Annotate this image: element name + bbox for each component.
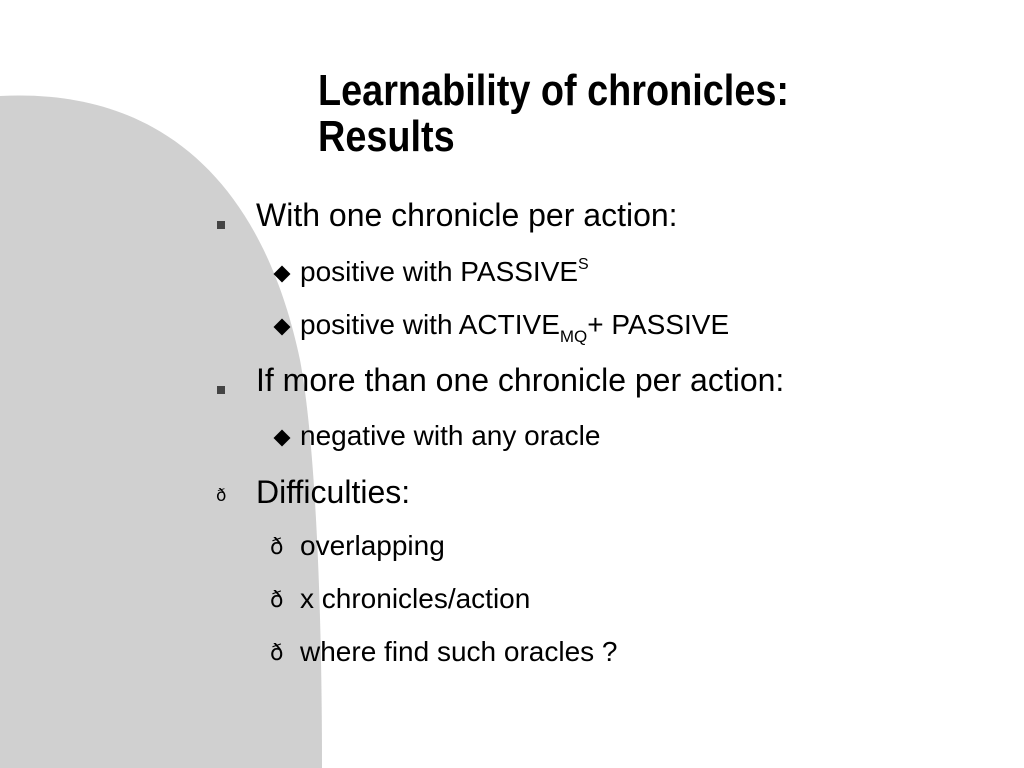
- slashed-bullet-icon: ð: [216, 486, 227, 506]
- superscript-s: S: [578, 256, 589, 273]
- slashed-bullet-icon: ð: [270, 641, 284, 666]
- sub-bullet-x-chronicles: x chronicles/action: [300, 583, 531, 614]
- slashed-bullet-icon: ð: [270, 588, 284, 613]
- square-bullet-icon: [217, 221, 225, 229]
- square-bullet-icon: [217, 386, 225, 394]
- title-line-1: Learnability of chronicles:: [318, 66, 790, 115]
- title-line-2: Results: [318, 112, 455, 161]
- sub-bullet-overlapping: overlapping: [300, 530, 445, 561]
- sub-bullet-passive: positive with $PASSIVE^S$: [300, 256, 589, 287]
- sub-bullet-active: positive with $ACTIVE_{MQ}+$ PASSIVE: [300, 309, 730, 346]
- bullet-one-chronicle: With one chronicle per action:: [256, 197, 678, 233]
- sub-bullet-oracles: where find such oracles ?: [300, 636, 618, 667]
- slide-title: [318, 68, 789, 160]
- slashed-bullet-icon: ð: [270, 535, 284, 560]
- bullet-more-than-one: If more than one chronicle per action:: [256, 362, 785, 398]
- bullet-difficulties: Difficulties:: [256, 474, 411, 510]
- subscript-mq: MQ: [559, 327, 588, 346]
- sub-bullet-negative: negative with any oracle: [300, 420, 601, 451]
